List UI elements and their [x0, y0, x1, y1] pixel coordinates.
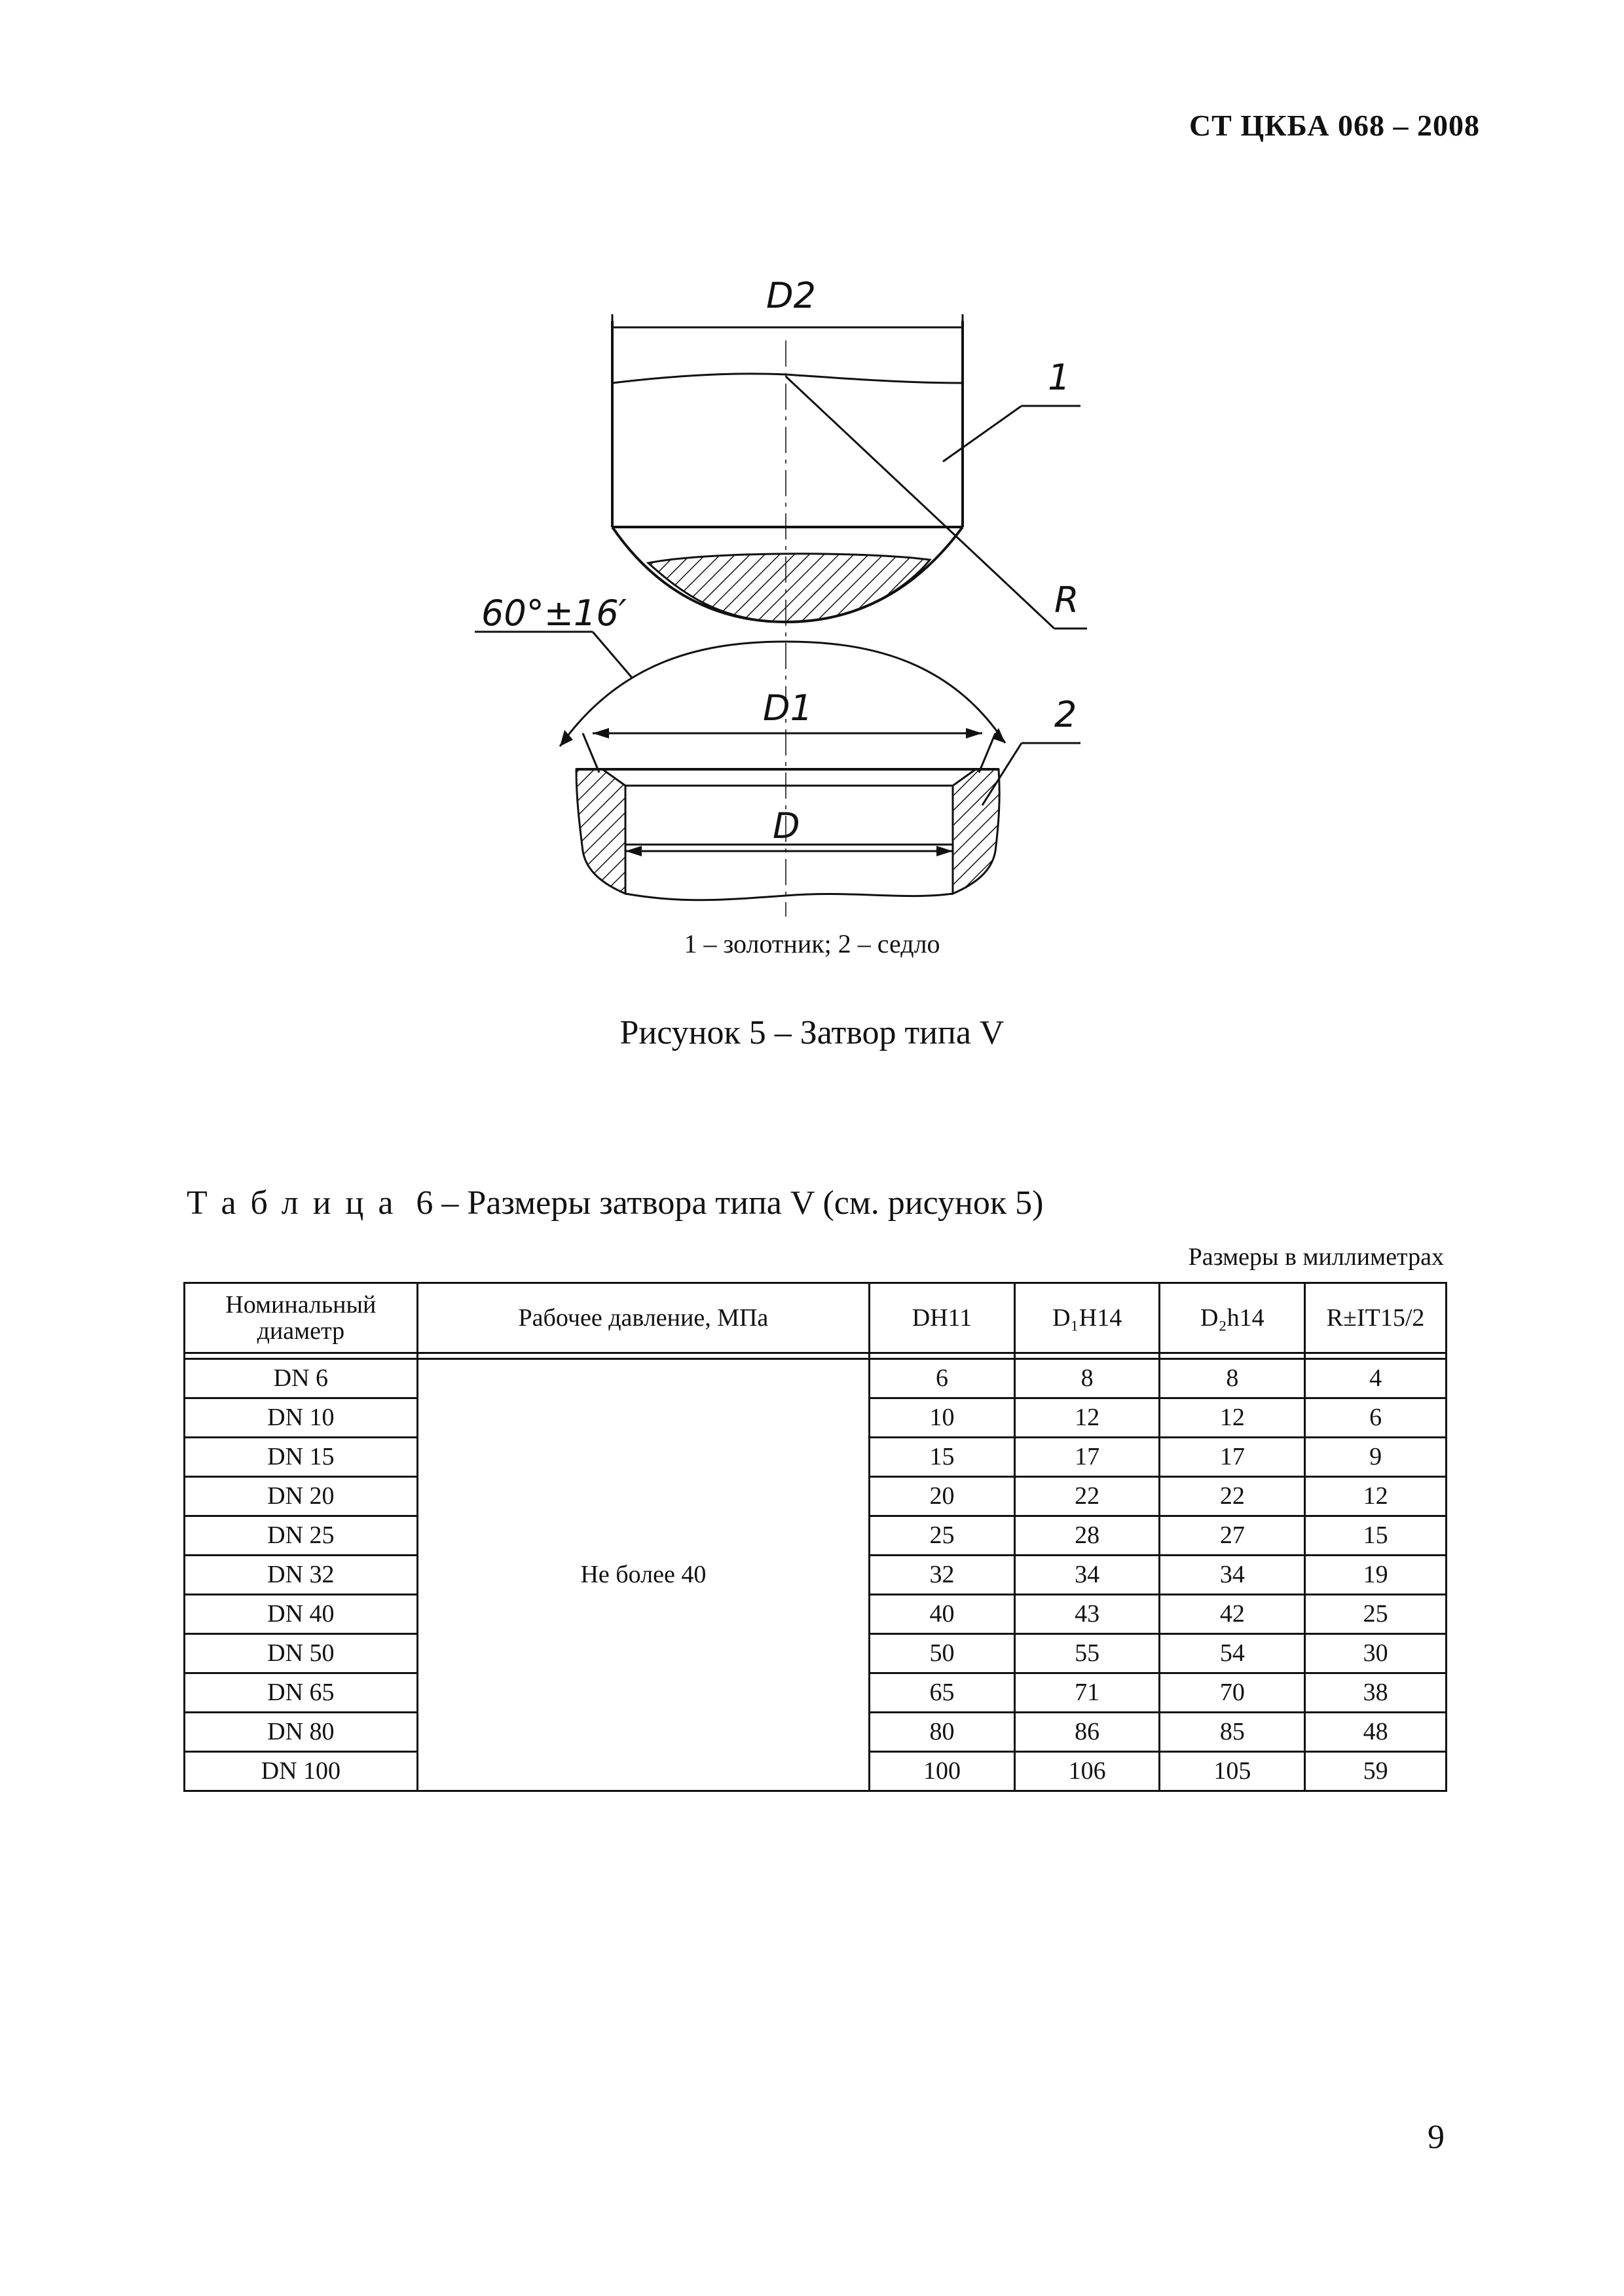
cell-dh11: 32: [870, 1556, 1015, 1595]
part2-label: 2: [1054, 694, 1077, 735]
part1-label: 1: [1048, 357, 1071, 398]
cell-r: 30: [1305, 1634, 1447, 1673]
disc-part: [612, 321, 963, 622]
cell-d2: 85: [1160, 1713, 1305, 1752]
cell-d2: 8: [1160, 1359, 1305, 1398]
page-number: 9: [1428, 2119, 1445, 2156]
cell-r: 48: [1305, 1713, 1447, 1752]
figure-legend: 1 – золотник; 2 – седло: [684, 929, 940, 958]
cell-d2: 54: [1160, 1634, 1305, 1673]
cell-d1: 17: [1014, 1438, 1160, 1477]
document-code: СТ ЦКБА 068 – 2008: [1189, 109, 1480, 142]
table-header-row: [185, 1283, 1447, 1353]
header-d1h14: D₁H14: [1014, 1283, 1160, 1353]
header-working-pressure: Рабочее давление, МПа: [417, 1283, 870, 1353]
units-note: Размеры в миллиметрах: [1188, 1243, 1444, 1271]
cell-d1: 22: [1014, 1477, 1160, 1516]
cell-r: 12: [1305, 1477, 1447, 1516]
cell-d1: 34: [1014, 1556, 1160, 1595]
cell-r: 59: [1305, 1752, 1447, 1791]
cell-d2: 17: [1160, 1438, 1305, 1477]
cell-r: 15: [1305, 1516, 1447, 1556]
cell-dn: DN 32: [185, 1556, 418, 1595]
cell-dh11: 15: [870, 1438, 1015, 1477]
cell-dh11: 50: [870, 1634, 1015, 1673]
figure-caption: Рисунок 5 – Затвор типа V: [619, 1014, 1005, 1051]
cell-dn: DN 50: [185, 1634, 418, 1673]
cell-r: 19: [1305, 1556, 1447, 1595]
table-title: [187, 1184, 1043, 1222]
cell-dn: DN 15: [185, 1438, 418, 1477]
d-label: D: [773, 805, 800, 847]
table-title-text: 6 – Размеры затвора типа V (см. рисунок 5): [416, 1184, 1044, 1222]
cell-dh11: 80: [870, 1713, 1015, 1752]
cell-d2: 22: [1160, 1477, 1305, 1516]
header-r-tolerance: R±IT15/2: [1305, 1283, 1447, 1353]
cell-pressure: Не более 40: [417, 1359, 870, 1791]
angle-leader: [593, 632, 632, 678]
cell-dh11: 6: [870, 1359, 1015, 1398]
cell-d1: 8: [1014, 1359, 1160, 1398]
d2-label: D2: [766, 275, 816, 316]
cell-dh11: 100: [870, 1752, 1015, 1791]
cell-d2: 42: [1160, 1595, 1305, 1634]
d1-label: D1: [763, 687, 813, 729]
cell-r: 9: [1305, 1438, 1447, 1477]
header-nominal-diameter: Номинальный диаметр: [185, 1283, 418, 1353]
cell-d2: 12: [1160, 1398, 1305, 1438]
cell-dh11: 20: [870, 1477, 1015, 1516]
cell-r: 25: [1305, 1595, 1447, 1634]
cell-r: 6: [1305, 1398, 1447, 1438]
cell-d1: 12: [1014, 1398, 1160, 1438]
table-title-prefix: Таблица: [187, 1184, 408, 1222]
cell-dn: DN 100: [185, 1752, 418, 1791]
cell-r: 4: [1305, 1359, 1447, 1398]
cell-d1: 43: [1014, 1595, 1160, 1634]
cell-d2: 70: [1160, 1673, 1305, 1713]
cell-dn: DN 10: [185, 1398, 418, 1438]
angle-label: 60°±16′: [481, 592, 627, 634]
part1-leader: [943, 406, 1022, 462]
header-dh11: DH11: [870, 1283, 1015, 1353]
cell-d1: 106: [1014, 1752, 1160, 1791]
cell-dn: DN 20: [185, 1477, 418, 1516]
cell-dh11: 65: [870, 1673, 1015, 1713]
cell-dh11: 40: [870, 1595, 1015, 1634]
cell-d2: 34: [1160, 1556, 1305, 1595]
cell-d1: 55: [1014, 1634, 1160, 1673]
cell-dn: DN 6: [185, 1359, 418, 1398]
dimensions-table: [183, 1282, 1447, 1792]
cell-d1: 71: [1014, 1673, 1160, 1713]
r-label: R: [1054, 579, 1079, 621]
cell-d2: 27: [1160, 1516, 1305, 1556]
cell-d1: 86: [1014, 1713, 1160, 1752]
cell-dn: DN 80: [185, 1713, 418, 1752]
cell-d2: 105: [1160, 1752, 1305, 1791]
header-d2h14: D₂h14: [1160, 1283, 1305, 1353]
cell-dh11: 25: [870, 1516, 1015, 1556]
cell-r: 38: [1305, 1673, 1447, 1713]
valve-drawing: [0, 0, 1624, 930]
cell-dh11: 10: [870, 1398, 1015, 1438]
cell-d1: 28: [1014, 1516, 1160, 1556]
cell-dn: DN 65: [185, 1673, 418, 1713]
cell-dn: DN 40: [185, 1595, 418, 1634]
table-row: [185, 1359, 1447, 1398]
cell-dn: DN 25: [185, 1516, 418, 1556]
